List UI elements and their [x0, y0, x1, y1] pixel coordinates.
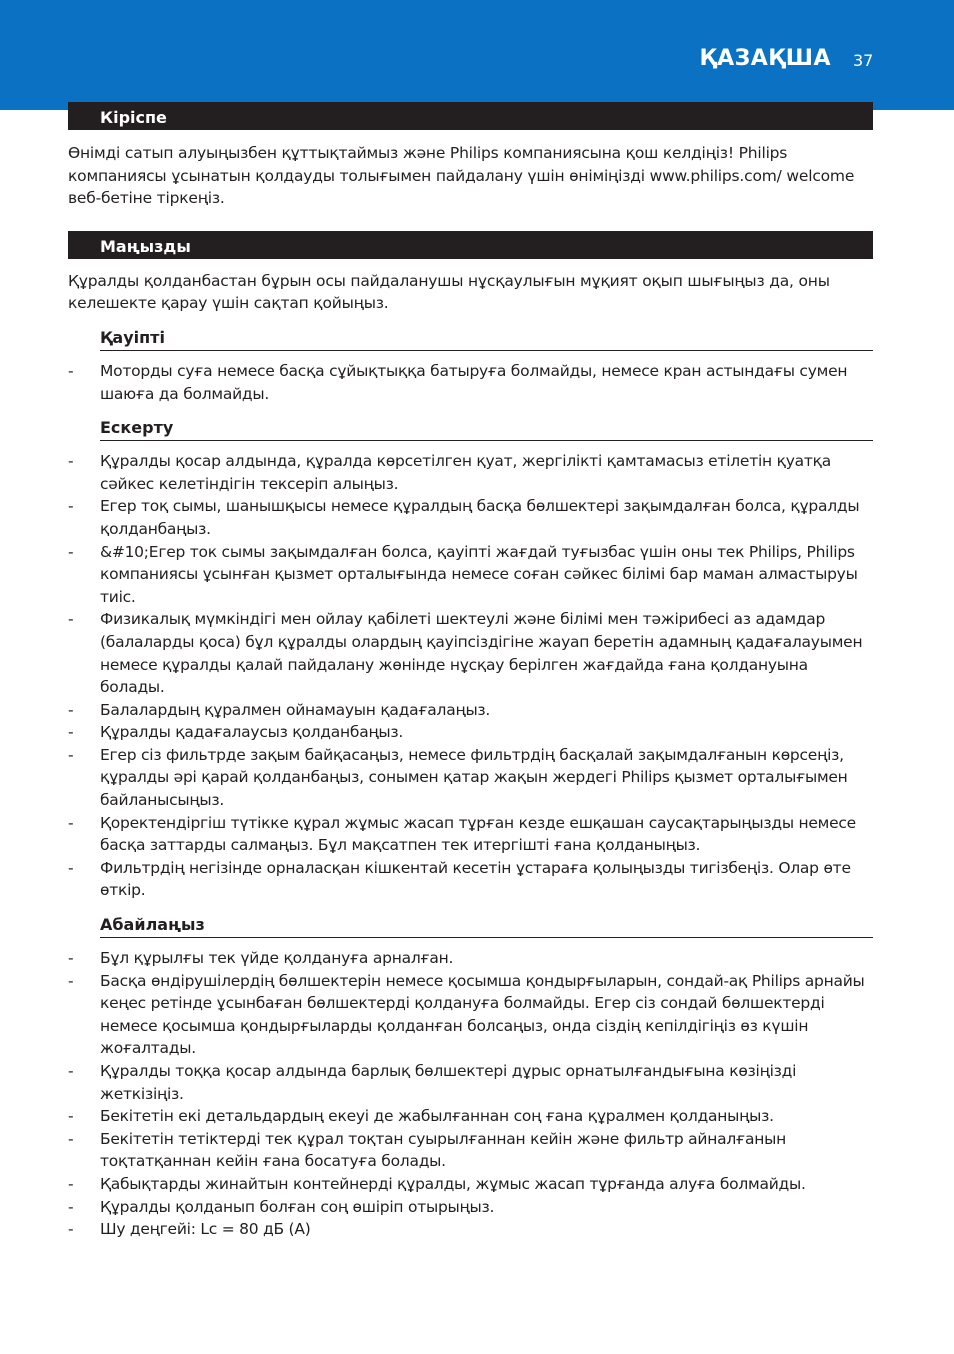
intro-paragraph: Өнімді сатып алуыңызбен құттықтаймыз және Philips компаниясына қош келдіңіз! Philips компаниясы ұсынатын қолдауды толығымен пайдалану үшін өніміңізді www.philips.com/ welcome веб-бетіне тіркеңіз. [68, 144, 855, 208]
list-item-text: Басқа өндірушілердің бөлшектерін немесе қосымша қондырғыларын, сондай-ақ Philips арнайы кеңес ретінде ұсынбаған бөлшектерді қолдануға болмайды. Егер сіз сондай бөлшектерді немесе қосымша қондырғыларды қолданған болсаңыз, онда сіздің кепілдігіңіз өз күшін жоғалтады. [100, 971, 865, 1058]
page-number: 37 [853, 51, 874, 70]
list-item-text: Физикалық мүмкіндігі мен ойлау қабілеті шектеулі және білімі мен тәжірибесі аз адамдар (балаларды қоса) бұл құралды олардың қауіпсіздігіне жауап беретін адамның қадағалауымен немесе құралды қалай пайдалану жөнінде нұсқау берілген жағдайда ғана қолдануына болады. [100, 610, 863, 697]
list-item-text: Құралды қадағалаусыз қолданбаңыз. [100, 723, 404, 742]
bullet-dash: - [68, 971, 74, 990]
list-item-text: Құралды қолданып болған соң өшіріп отырыңыз. [100, 1197, 495, 1216]
subheading-caution: Абайлаңыз [100, 915, 873, 938]
header-bar [0, 0, 954, 110]
caution-list [68, 947, 873, 1241]
list-item-text: Фильтрдің негізінде орналасқан кішкентай кесетін ұстараға қолыңызды тигізбеңіз. Олар өте өткір. [100, 858, 851, 900]
document-body [68, 102, 873, 1241]
list-item-text: Моторды суға немесе басқа сұйықтыққа батыруға болмайды, немесе кран астындағы сумен шаюға да болмайды. [100, 361, 848, 403]
bullet-dash: - [68, 1107, 74, 1126]
bullet-dash: - [68, 497, 74, 516]
list-item-text: Балалардың құралмен ойнамауын қадағалаңыз. [100, 700, 491, 719]
bullet-dash: - [68, 700, 74, 719]
bullet-dash: - [68, 361, 74, 380]
list-item [68, 608, 873, 698]
bullet-dash: - [68, 949, 74, 968]
warning-list [68, 450, 873, 902]
danger-list [68, 360, 873, 405]
bullet-dash: - [68, 858, 74, 877]
list-item [68, 1173, 873, 1196]
bullet-dash: - [68, 813, 74, 832]
bullet-dash: - [68, 1062, 74, 1080]
section-heading-intro: Кіріспе [68, 102, 873, 130]
list-item [68, 857, 873, 902]
list-item [68, 1060, 873, 1105]
bullet-dash: - [68, 1220, 74, 1239]
list-item-text: Қабықтарды жинайтын контейнерді құралды, жұмыс жасап тұрғанда алуға болмайды. [100, 1174, 806, 1193]
list-item-text: Бекітетін тетіктерді тек құрал тоқтан суырылғаннан кейін және фильтр айналғанын тоқтатқаннан кейін ғана босатуға болады. [100, 1129, 786, 1171]
bullet-dash: - [68, 542, 74, 561]
list-item-text: Бекітетін екі детальдардың екеуі де жабылғаннан соң ғана құралмен қолданыңыз. [100, 1107, 774, 1126]
list-item-text: Құралды қосар алдында, құралда көрсетілген қуат, жергілікті қамтамасыз етілетін қуатқа сәйкес келетіндігін тексеріп алыңыз. [100, 452, 832, 493]
list-item-text: Шу деңгейі: Lc = 80 дБ (A) [100, 1220, 311, 1239]
list-item [68, 699, 873, 722]
bullet-dash: - [68, 1174, 74, 1193]
list-item [68, 1105, 873, 1128]
list-item [68, 495, 873, 540]
subheading-warning: Ескерту [100, 418, 873, 441]
list-item [68, 744, 873, 812]
list-item-text: &#10;Егер ток сымы зақымдалған болса, қауіпті жағдай туғызбас үшін оны тек Philips, Philips компаниясы ұсынған қызмет орталығында немесе соған сәйкес білімі бар маман алмастыруы тиіс. [100, 542, 858, 606]
list-item [68, 1218, 873, 1241]
list-item-text: Құралды тоққа қосар алдында барлық бөлшектері дұрыс орнатылғандығына көзіңізді жеткізіңіз. [100, 1062, 797, 1103]
list-item-text: Қоректендіргіш түтікке құрал жұмыс жасап тұрған кезде ешқашан саусақтарыңызды немесе басқа заттарды салмаңыз. Бұл мақсатпен тек итергішті ғана қолданыңыз. [100, 813, 856, 855]
list-item [68, 1128, 873, 1173]
bullet-dash: - [68, 745, 74, 764]
bullet-dash: - [68, 723, 74, 742]
list-item [68, 1196, 873, 1219]
list-item [68, 360, 873, 405]
list-item [68, 450, 873, 495]
bullet-dash: - [68, 1129, 74, 1148]
list-item-text: Бұл құрылғы тек үйде қолдануға арналған. [100, 949, 454, 968]
list-item-text: Егер сіз фильтрде зақым байқасаңыз, немесе фильтрдің басқалай зақымдалғанын көрсеңіз, құралды әрі қарай қолданбаңыз, сонымен қатар жақын жердегі Philips қызмет орталығымен байланысыңыз. [100, 745, 848, 810]
subheading-danger: Қауіпті [100, 328, 873, 351]
section-heading-important: Маңызды [68, 231, 873, 259]
list-item [68, 541, 873, 609]
bullet-dash: - [68, 452, 74, 471]
bullet-dash: - [68, 1197, 74, 1216]
list-item [68, 970, 873, 1060]
bullet-dash: - [68, 610, 74, 629]
list-item [68, 812, 873, 857]
list-item [68, 721, 873, 744]
important-paragraph: Құралды қолданбастан бұрын осы пайдаланушы нұсқаулығын мұқият оқып шығыңыз да, оны келешекте қарау үшін сақтап қойыңыз. [68, 271, 830, 313]
list-item [68, 947, 873, 970]
list-item-text: Егер тоқ сымы, шанышқысы немесе құралдың басқа бөлшектері зақымдалған болса, құралды қолданбаңыз. [100, 497, 860, 538]
language-title: ҚАЗАҚША [699, 46, 831, 71]
